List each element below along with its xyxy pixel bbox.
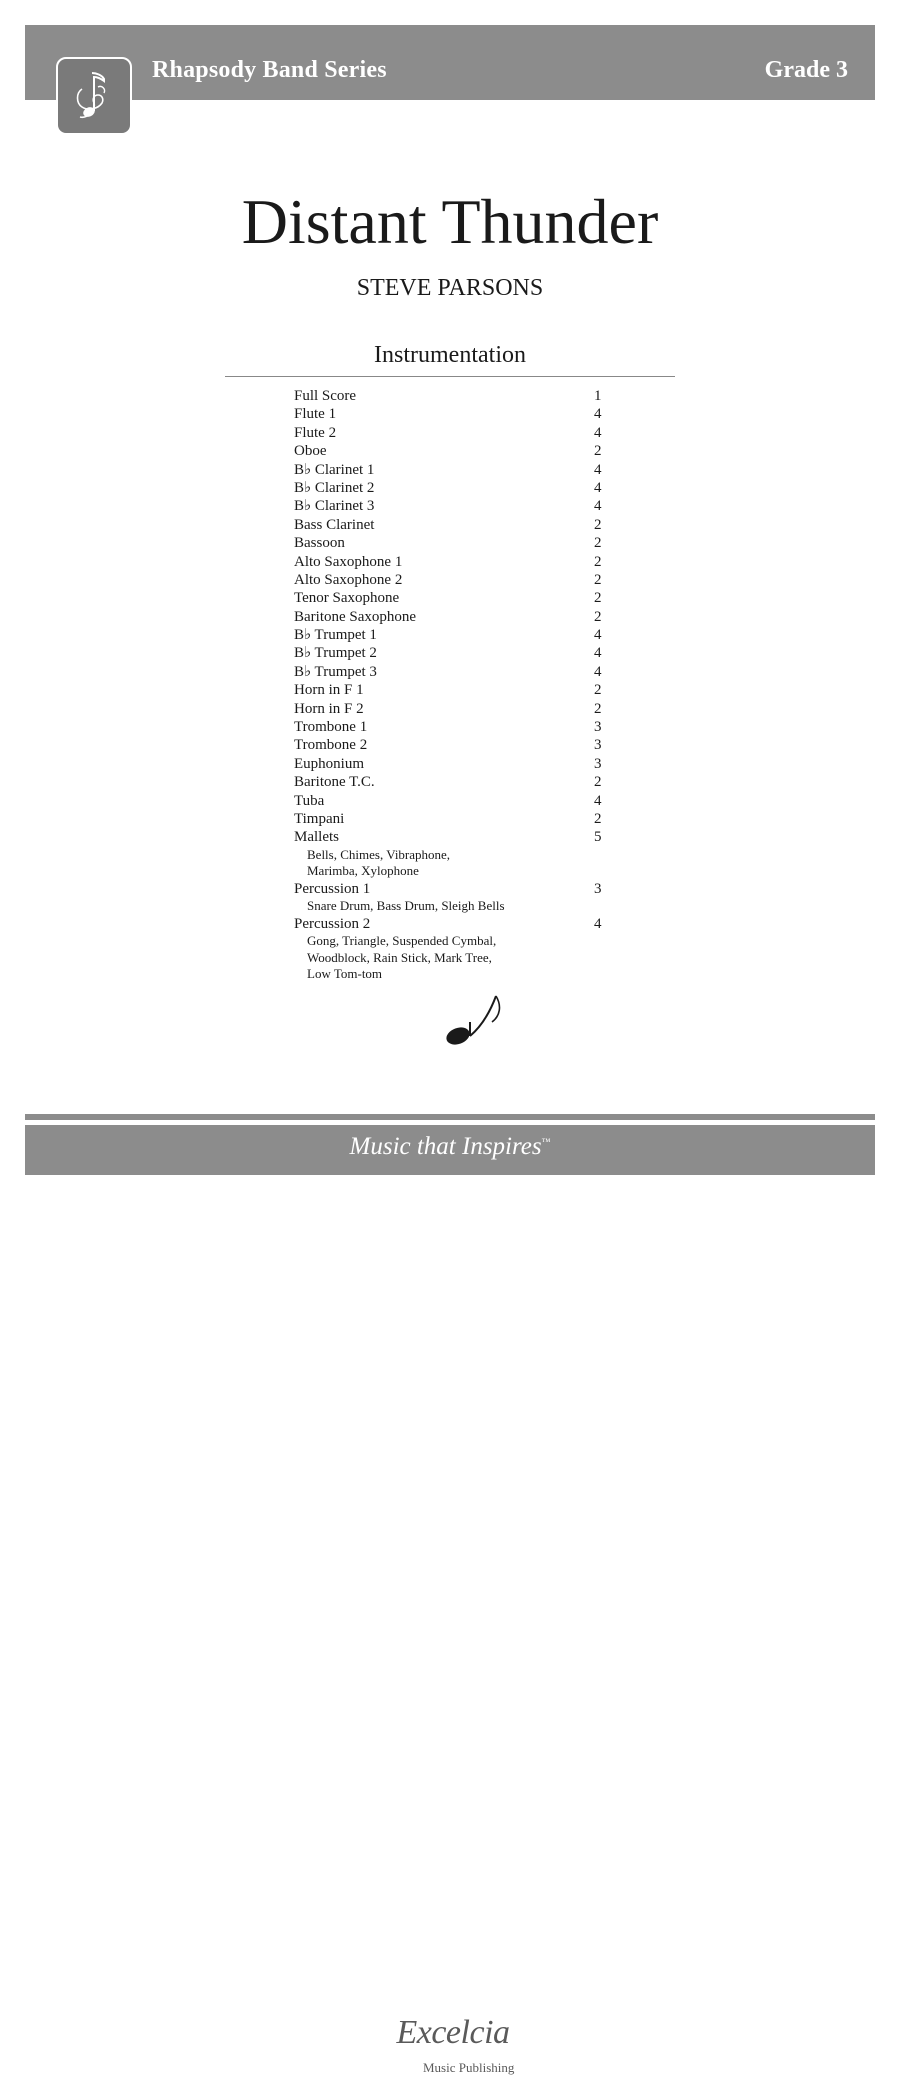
piece-title: Distant Thunder bbox=[241, 186, 659, 257]
instrument-detail: Gong, Triangle, Suspended Cymbal, bbox=[307, 933, 497, 949]
instrument-name: B♭ Trumpet 3 bbox=[294, 663, 377, 680]
instrument-row bbox=[294, 644, 614, 662]
instrument-name: B♭ Clarinet 3 bbox=[294, 498, 375, 515]
instrument-quantity: 4 bbox=[594, 627, 602, 644]
instrument-name: B♭ Trumpet 1 bbox=[294, 627, 377, 644]
instrument-quantity: 2 bbox=[594, 774, 602, 791]
instrument-quantity: 3 bbox=[594, 755, 602, 772]
tagline bbox=[0, 1133, 900, 1161]
instrument-name: Alto Saxophone 2 bbox=[294, 571, 403, 588]
tagline-text: Music that Inspires bbox=[349, 1133, 542, 1160]
instrument-row bbox=[294, 405, 614, 423]
instrumentation-list bbox=[294, 387, 614, 983]
instrument-row bbox=[294, 755, 614, 773]
instrument-quantity: 5 bbox=[594, 829, 602, 846]
instrument-row bbox=[294, 700, 614, 718]
publisher-subtitle: Music Publishing bbox=[423, 2060, 515, 2075]
instrument-quantity: 2 bbox=[594, 516, 602, 533]
instrument-name: Percussion 1 bbox=[294, 880, 371, 897]
instrument-row bbox=[294, 663, 614, 681]
trademark-mark: ™ bbox=[541, 1136, 551, 1147]
instrument-quantity: 4 bbox=[594, 479, 602, 496]
music-note-logo-icon bbox=[58, 59, 130, 133]
instrument-row bbox=[294, 589, 614, 607]
instrument-quantity: 1 bbox=[594, 388, 602, 404]
instrument-quantity: 2 bbox=[594, 810, 602, 827]
instrument-quantity: 4 bbox=[594, 792, 602, 809]
instrument-quantity: 4 bbox=[594, 915, 602, 932]
instrument-row bbox=[294, 915, 614, 933]
instrument-quantity: 2 bbox=[594, 700, 602, 717]
instrument-quantity: 4 bbox=[594, 461, 602, 478]
instrument-quantity: 3 bbox=[594, 719, 602, 736]
instrument-row bbox=[294, 534, 614, 552]
instrument-row bbox=[294, 626, 614, 644]
instrument-row bbox=[294, 792, 614, 810]
instrument-detail: Woodblock, Rain Stick, Mark Tree, bbox=[307, 949, 492, 965]
instrument-quantity: 3 bbox=[594, 737, 602, 754]
instrument-row bbox=[294, 773, 614, 791]
instrument-name: Percussion 2 bbox=[294, 915, 371, 932]
instrument-detail: Marimba, Xylophone bbox=[307, 863, 419, 879]
instrument-row bbox=[294, 479, 614, 497]
instrument-quantity: 4 bbox=[594, 663, 602, 680]
instrument-row bbox=[294, 810, 614, 828]
publisher-name: Excelcia bbox=[396, 2014, 510, 2051]
heading-divider bbox=[225, 376, 675, 377]
composer-name: STEVE PARSONS bbox=[356, 275, 544, 301]
instrument-name: Trombone 1 bbox=[294, 719, 368, 736]
instrument-row bbox=[294, 497, 614, 515]
instrument-detail: Low Tom-tom bbox=[307, 966, 383, 982]
instrument-quantity: 3 bbox=[594, 880, 602, 897]
instrument-quantity: 2 bbox=[594, 443, 602, 460]
instrument-name: Euphonium bbox=[294, 755, 364, 772]
instrument-row bbox=[294, 553, 614, 571]
instrument-quantity: 4 bbox=[594, 424, 602, 441]
instrument-name: Baritone T.C. bbox=[294, 774, 375, 791]
instrument-name: B♭ Trumpet 2 bbox=[294, 645, 377, 662]
instrument-row bbox=[294, 608, 614, 626]
instrument-quantity: 2 bbox=[594, 571, 602, 588]
instrument-row bbox=[294, 718, 614, 736]
instrument-quantity: 2 bbox=[594, 590, 602, 607]
instrument-row bbox=[294, 828, 614, 846]
instrument-name: Trombone 2 bbox=[294, 737, 368, 754]
instrument-name: Timpani bbox=[294, 810, 345, 827]
series-title: Rhapsody Band Series bbox=[152, 57, 387, 83]
eighth-note-logo-icon bbox=[378, 992, 528, 1088]
instrument-name: Horn in F 2 bbox=[294, 700, 364, 717]
instrument-quantity: 4 bbox=[594, 498, 602, 515]
instrument-row bbox=[294, 387, 614, 405]
instrument-name: Mallets bbox=[294, 829, 339, 846]
instrument-name: Full Score bbox=[294, 388, 357, 404]
instrument-name: Alto Saxophone 1 bbox=[294, 553, 403, 570]
instrument-row bbox=[294, 681, 614, 699]
instrument-name: Flute 1 bbox=[294, 406, 337, 423]
instrument-row bbox=[294, 571, 614, 589]
instrument-row bbox=[294, 516, 614, 534]
instrument-name: Horn in F 1 bbox=[294, 682, 364, 699]
instrument-quantity: 2 bbox=[594, 682, 602, 699]
instrument-row bbox=[294, 880, 614, 898]
instrument-name: Tenor Saxophone bbox=[294, 590, 400, 607]
instrument-quantity: 2 bbox=[594, 553, 602, 570]
instrument-row bbox=[294, 424, 614, 442]
instrument-quantity: 4 bbox=[594, 645, 602, 662]
instrument-name: Tuba bbox=[294, 792, 325, 809]
instrument-row bbox=[294, 442, 614, 460]
instrument-name: Bassoon bbox=[294, 535, 345, 552]
instrument-name: Baritone Saxophone bbox=[294, 608, 417, 625]
instrument-name: Flute 2 bbox=[294, 424, 337, 441]
instrument-quantity: 2 bbox=[594, 608, 602, 625]
instrument-name: B♭ Clarinet 2 bbox=[294, 479, 375, 496]
instrument-quantity: 2 bbox=[594, 535, 602, 552]
instrument-name: B♭ Clarinet 1 bbox=[294, 461, 375, 478]
series-logo bbox=[56, 57, 132, 135]
instrument-name: Bass Clarinet bbox=[294, 516, 375, 533]
instrument-row bbox=[294, 736, 614, 754]
instrument-name: Oboe bbox=[294, 443, 327, 460]
instrument-quantity: 4 bbox=[594, 406, 602, 423]
instrument-detail: Snare Drum, Bass Drum, Sleigh Bells bbox=[307, 898, 505, 914]
instrumentation-heading: Instrumentation bbox=[374, 342, 526, 368]
instrument-row bbox=[294, 461, 614, 479]
footer-rule bbox=[25, 1114, 875, 1120]
grade-label: Grade 3 bbox=[764, 57, 848, 83]
instrument-detail: Bells, Chimes, Vibraphone, bbox=[307, 846, 451, 862]
